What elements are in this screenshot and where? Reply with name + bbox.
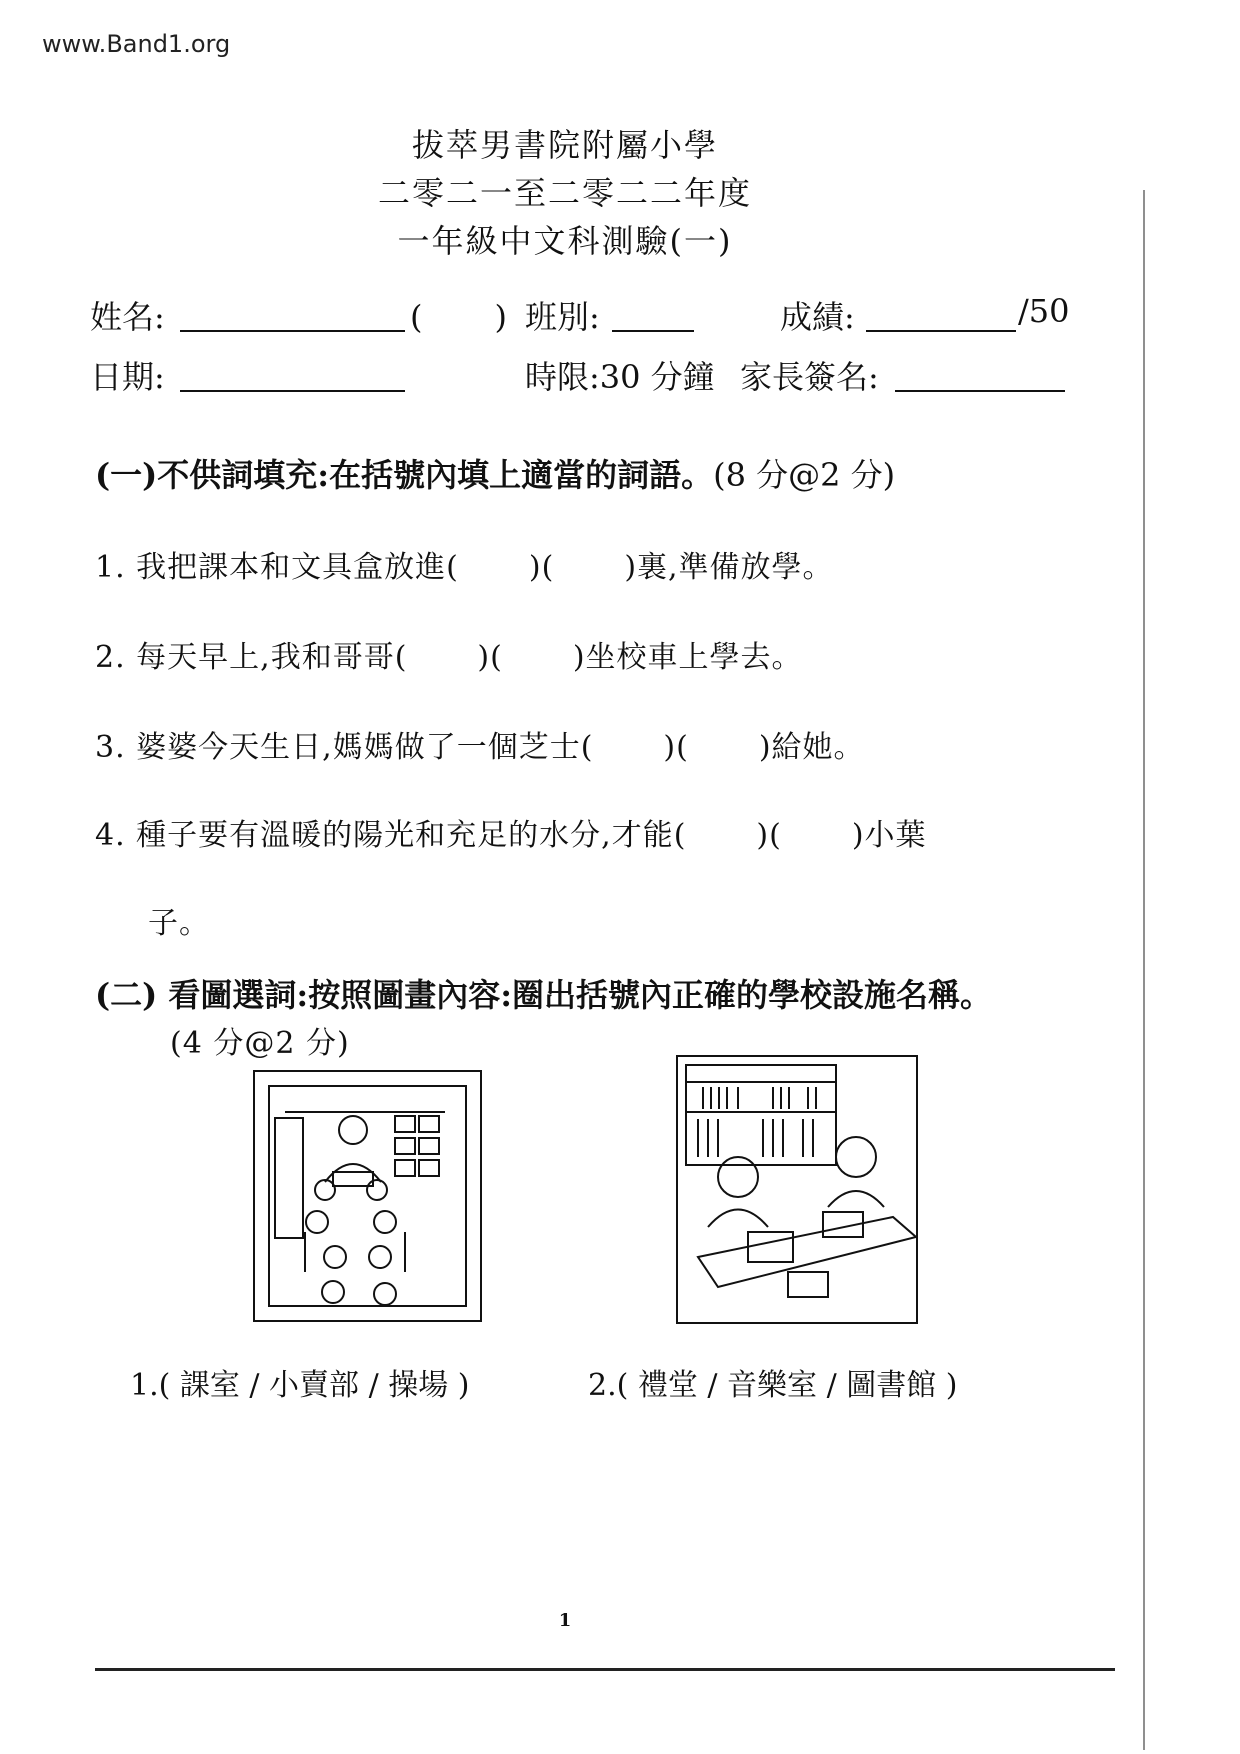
class-number-paren: ( ) (410, 298, 527, 336)
question-2: 2. 每天早上,我和哥哥( )( )坐校車上學去。 (95, 640, 803, 675)
section2-heading: (二) 看圖選詞:按照圖畫內容:圈出括號內正確的學校設施名稱。 (95, 976, 993, 1014)
tuck-shop-illustration (255, 1072, 480, 1320)
score-blank[interactable] (866, 300, 1016, 332)
tuck-shop-picture (253, 1070, 482, 1322)
question-1: 1. 我把課本和文具盒放進( )( )裏,準備放學。 (95, 550, 834, 585)
parent-sign-blank[interactable] (895, 360, 1065, 392)
page-number: 1 (558, 1610, 572, 1631)
score-label: 成績: (780, 298, 855, 336)
exam-title: 一年級中文科測驗(一) (397, 222, 733, 260)
picture-1-choices[interactable]: 1.( 課室 / 小賣部 / 操場 ) (130, 1368, 470, 1403)
scan-edge-right (1143, 190, 1145, 1750)
question-4: 4. 種子要有溫暖的陽光和充足的水分,才能( )( )小葉 (95, 818, 927, 853)
library-illustration (678, 1057, 916, 1322)
library-picture (676, 1055, 918, 1324)
score-total: /50 (1018, 292, 1070, 330)
class-blank[interactable] (612, 300, 694, 332)
picture-2-choices[interactable]: 2.( 禮堂 / 音樂室 / 圖書館 ) (588, 1368, 958, 1403)
class-label: 班別: (525, 298, 600, 336)
parent-sign-label: 家長簽名: (740, 358, 879, 396)
section1-heading: (一)不供詞填充:在括號內填上適當的詞語。(8 分@2 分) (95, 456, 896, 494)
scan-edge-bottom (95, 1668, 1115, 1671)
school-year: 二零二一至二零二二年度 (377, 174, 752, 212)
date-label: 日期: (90, 358, 165, 396)
date-blank[interactable] (180, 360, 405, 392)
site-watermark: www.Band1.org (42, 30, 231, 58)
name-blank[interactable] (180, 300, 405, 332)
question-3: 3. 婆婆今天生日,媽媽做了一個芝士( )( )給她。 (95, 730, 865, 765)
school-name: 拔萃男書院附屬小學 (411, 126, 718, 164)
question-4-continued: 子。 (148, 906, 210, 941)
time-limit: 時限:30 分鐘 (525, 358, 715, 396)
name-label: 姓名: (90, 298, 165, 336)
section2-marks: (4 分@2 分) (170, 1026, 350, 1061)
